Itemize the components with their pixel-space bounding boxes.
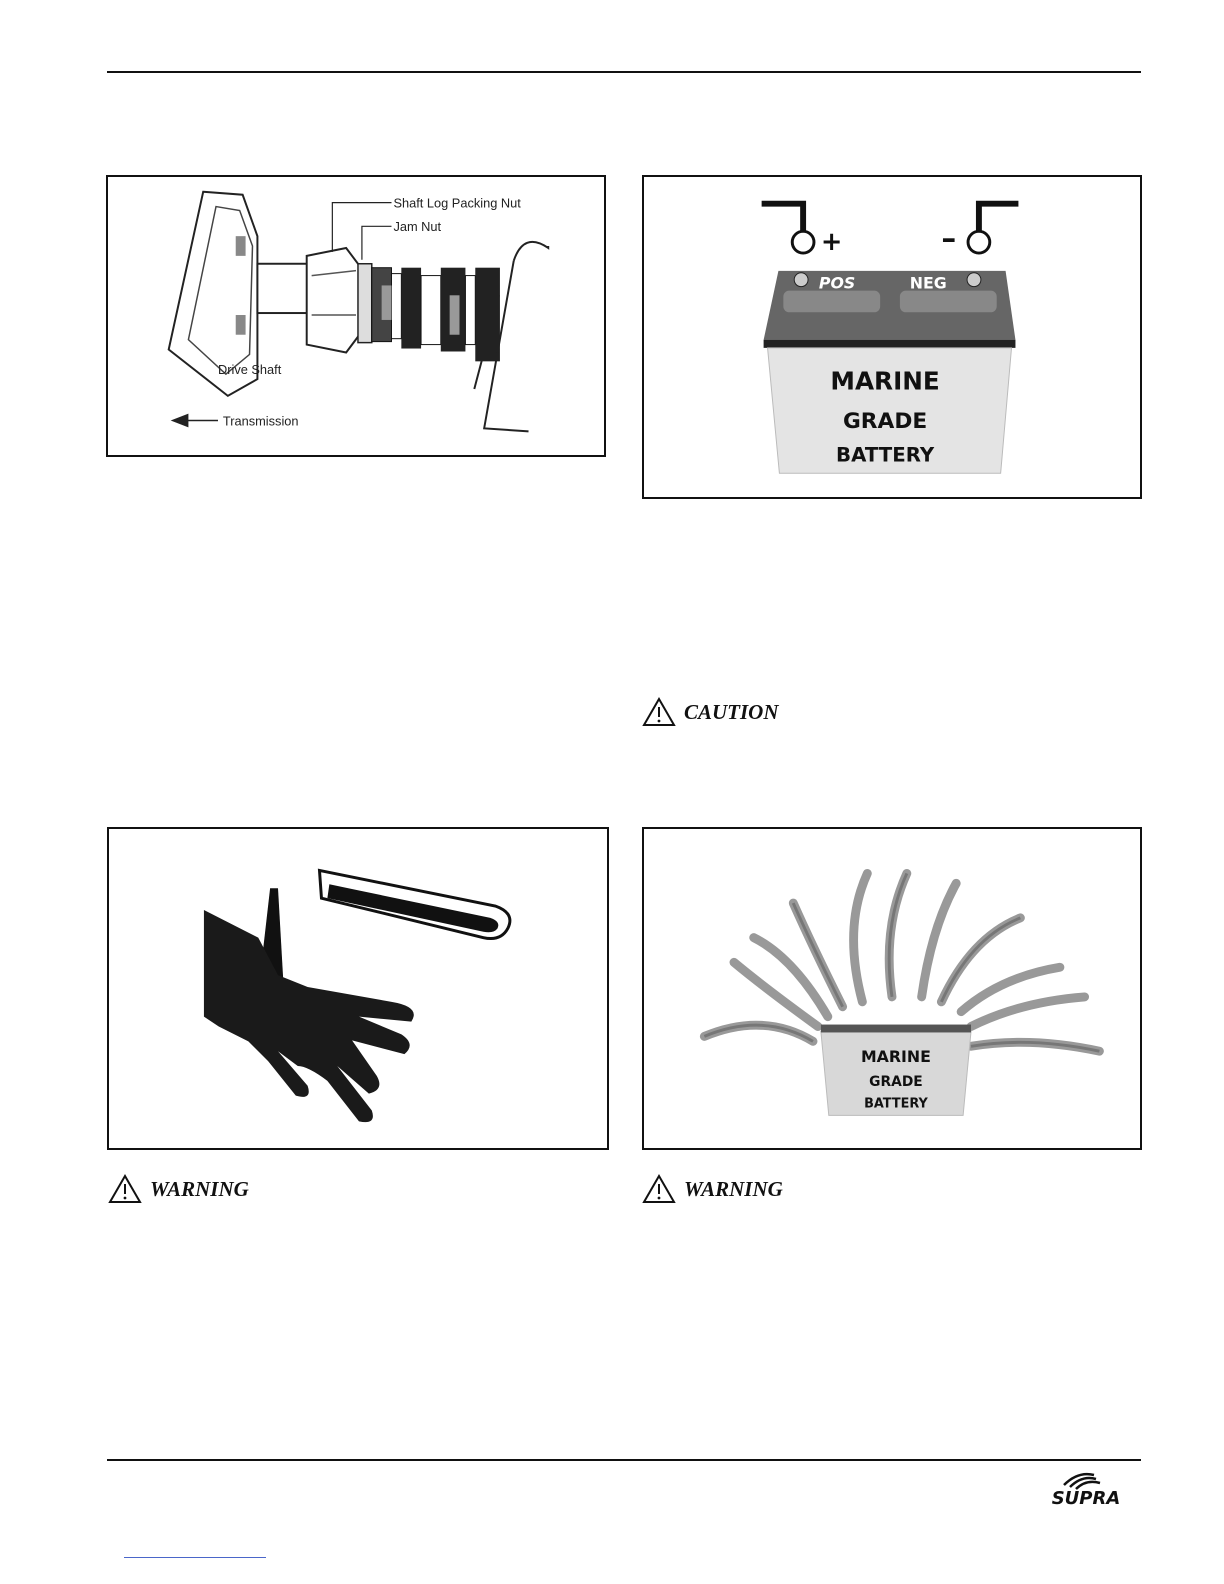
label-transmission: Transmission [222, 413, 299, 429]
battery-fire-figure [642, 827, 1142, 1150]
shaft-log-illustration [108, 177, 604, 455]
warning-triangle-icon [642, 697, 676, 727]
battery-line-3: BATTERY [836, 443, 935, 467]
battery-illustration [644, 177, 1140, 497]
warning-label-left: WARNING [150, 1176, 249, 1201]
plus-sign: + [820, 227, 843, 258]
acid-hand-illustration [109, 829, 607, 1148]
warning-triangle-icon [642, 1174, 676, 1204]
pos-label: POS [818, 273, 856, 293]
warning-label-right: WARNING [684, 1176, 783, 1201]
label-drive-shaft: Drive Shaft [217, 362, 282, 378]
header-rule [107, 71, 1141, 73]
label-jam-nut: Jam Nut [393, 219, 442, 235]
battery-line-1: MARINE [830, 366, 940, 396]
warning-triangle-icon [108, 1174, 142, 1204]
fire-battery-line-3: BATTERY [864, 1096, 928, 1112]
battery-line-2: GRADE [842, 408, 928, 434]
caution-notice [642, 697, 779, 727]
minus-sign: – [941, 221, 957, 256]
acid-hand-figure [107, 827, 609, 1150]
fire-battery-line-1: MARINE [860, 1047, 931, 1067]
shaft-log-figure [106, 175, 606, 457]
warning-notice-left [108, 1174, 249, 1204]
neg-label: NEG [909, 273, 947, 293]
fire-battery-line-2: GRADE [869, 1073, 923, 1090]
battery-fire-illustration [644, 829, 1140, 1148]
caution-label: CAUTION [684, 699, 779, 724]
warning-notice-right [642, 1174, 783, 1204]
footer-link-underline[interactable] [124, 1557, 266, 1558]
battery-figure [642, 175, 1142, 499]
supra-logo [1030, 1467, 1142, 1507]
label-packing-nut: Shaft Log Packing Nut [393, 195, 521, 211]
footer-rule [107, 1459, 1141, 1461]
logo-text: SUPRA [1051, 1488, 1121, 1507]
